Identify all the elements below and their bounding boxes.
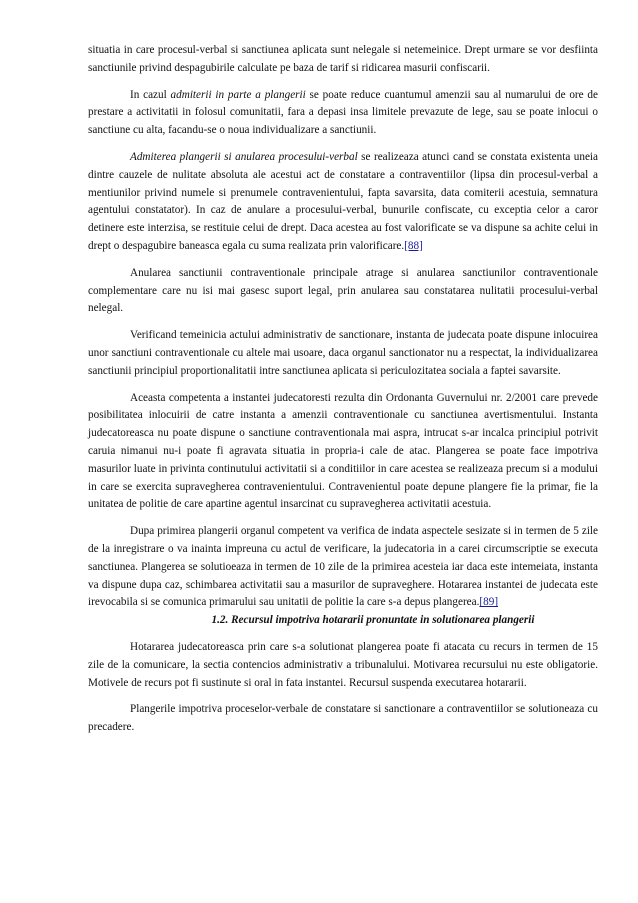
paragraph-appeal: [88, 639, 598, 692]
section-heading: 1.2. Recursul impotriva hotararii pronuntate in solutionarea plangerii: [211, 614, 535, 627]
paragraph-court-competence: [88, 390, 598, 515]
paragraph-text: In cazul: [130, 88, 171, 101]
footnote-link[interactable]: [88]: [404, 239, 423, 252]
paragraph-text: Verificand temeinicia actului administrativ de sanctionare, instanta de judecata poate dispune inlocuirea unor sanctiuni contraventionale cu altele mai usoare, daca organul sanctionator nu a respectat, la individualizarea sanctiunii principiul proportionalitatii intre sanctiunea aplicata si periculozitatea sociala a faptei savarsite.: [88, 329, 598, 377]
italic-phrase: Admiterea plangerii si anularea procesului-verbal: [130, 150, 358, 163]
paragraph-complementary-sanctions: [88, 265, 598, 318]
italic-phrase: admiterii in parte a plangerii: [170, 88, 306, 101]
paragraph-partial-admission: [88, 87, 598, 140]
paragraph-text: Dupa primirea plangerii organul competent va verifica de indata aspectele sesizate si in termen de 5 zile de la inregistrare o va inainta impreuna cu actul de verificare, la judecatoria in a carei circumscriptie se executa sanctiunea. Plangerea se solutioeaza in termen de 10 zile de la primirea acesteia iar daca este intemeiata, instanta va dispune dupa caz, schimbarea activitatii sau a masurilor de supraveghere. Hotararea instantei de judecata este irevocabila si se comunica primarului sau unitatii de politie la care s-a depus plangerea.: [88, 525, 598, 609]
paragraph-priority: [88, 701, 598, 737]
footnote-link[interactable]: [89]: [479, 596, 499, 609]
page-content: [88, 42, 598, 737]
paragraph-text: se poate reduce cuantumul amenzii sau al numarului de ore de prestare a activitatii in folosul comunitatii, fara a depasi insa limitele prevazute de lege, sau se poate inlocui o sanctiune cu alta, facandu-se o noua individualizare a sanctiunii.: [88, 88, 598, 137]
paragraph-text: Anularea sanctiunii contraventionale principale atrage si anularea sanctiunilor contraventionale complementare care nu isi mai gasesc suport legal, prin anularea sau constatarea nulitatii procesului-verbal nelegal.: [88, 266, 598, 315]
paragraph-annulment: [88, 149, 598, 256]
paragraph-text: Aceasta competenta a instantei judecatoresti rezulta din Ordonanta Guvernului nr. 2/2001 care prevede posibilitatea inlocuirii de catre instanta a amenzii contraventionale cu sanctiunea avertismentului. Instanta judecatoreasca nu poate dispune o sanctiune contraventionala mai aspra, intrucat s-ar incalca principiul potrivit caruia nimanui nu-i poate fi agravata situatia in propria-i cale de atac. Plangerea se poate face impotriva masurilor luate in privinta continutului activitatii si a conditiilor in care acestea se realizeaza precum si a modului in care se exercita supravegherea contravenientului. Contravenientul poate depune plangere fie la primar, fie la unitatea de politie de care apartine agentul insarcinat cu supravegherea activitatii acestuia.: [88, 391, 598, 511]
paragraph-text: Plangerile impotriva proceselor-verbale de constatare si sanctionare a contraventiilor se solutioneaza cu precadere.: [88, 703, 598, 734]
paragraph-sanctions-void: [88, 42, 598, 78]
paragraph-text: se realizeaza atunci cand se constata existenta uneia dintre cauzele de nulitate absoluta ale acestui act de constatare a contraventiilor (lipsa din procesul-verbal a mentiunilor privind numele si prenumele contravenientului, fapta savarsita, data comiterii acestuia, semnatura agentului constatator). In caz de anulare a procesului-verbal, bunurile confiscate, cu exceptia celor a caror detinere este interzisa, se restituie celui de drept. Daca acestea au fost valorificate se va dispune sa achite celui in drept o despagubire baneasca egala cu suma realizata prin valorificare.: [88, 150, 598, 252]
paragraph-text: situatia in care procesul-verbal si sanctiunea aplicata sunt nelegale si netemeinice. Drept urmare se vor desfiinta sanctiunile privind despagubirile calculate pe baza de tarif si ridicarea masurii confiscarii.: [88, 44, 598, 74]
paragraph-text: Hotararea judecatoreasca prin care s-a solutionat plangerea poate fi atacata cu recurs in termen de 15 zile de la comunicare, la sectia contencios administrativ a tribunalului. Motivarea recursului nu este obligatorie. Motivele de recurs pot fi sustinute si oral in fata instantei. Recursul suspenda executarea hotararii.: [88, 640, 598, 689]
paragraph-verification: [88, 327, 598, 380]
paragraph-complaint-procedure: [88, 523, 598, 612]
